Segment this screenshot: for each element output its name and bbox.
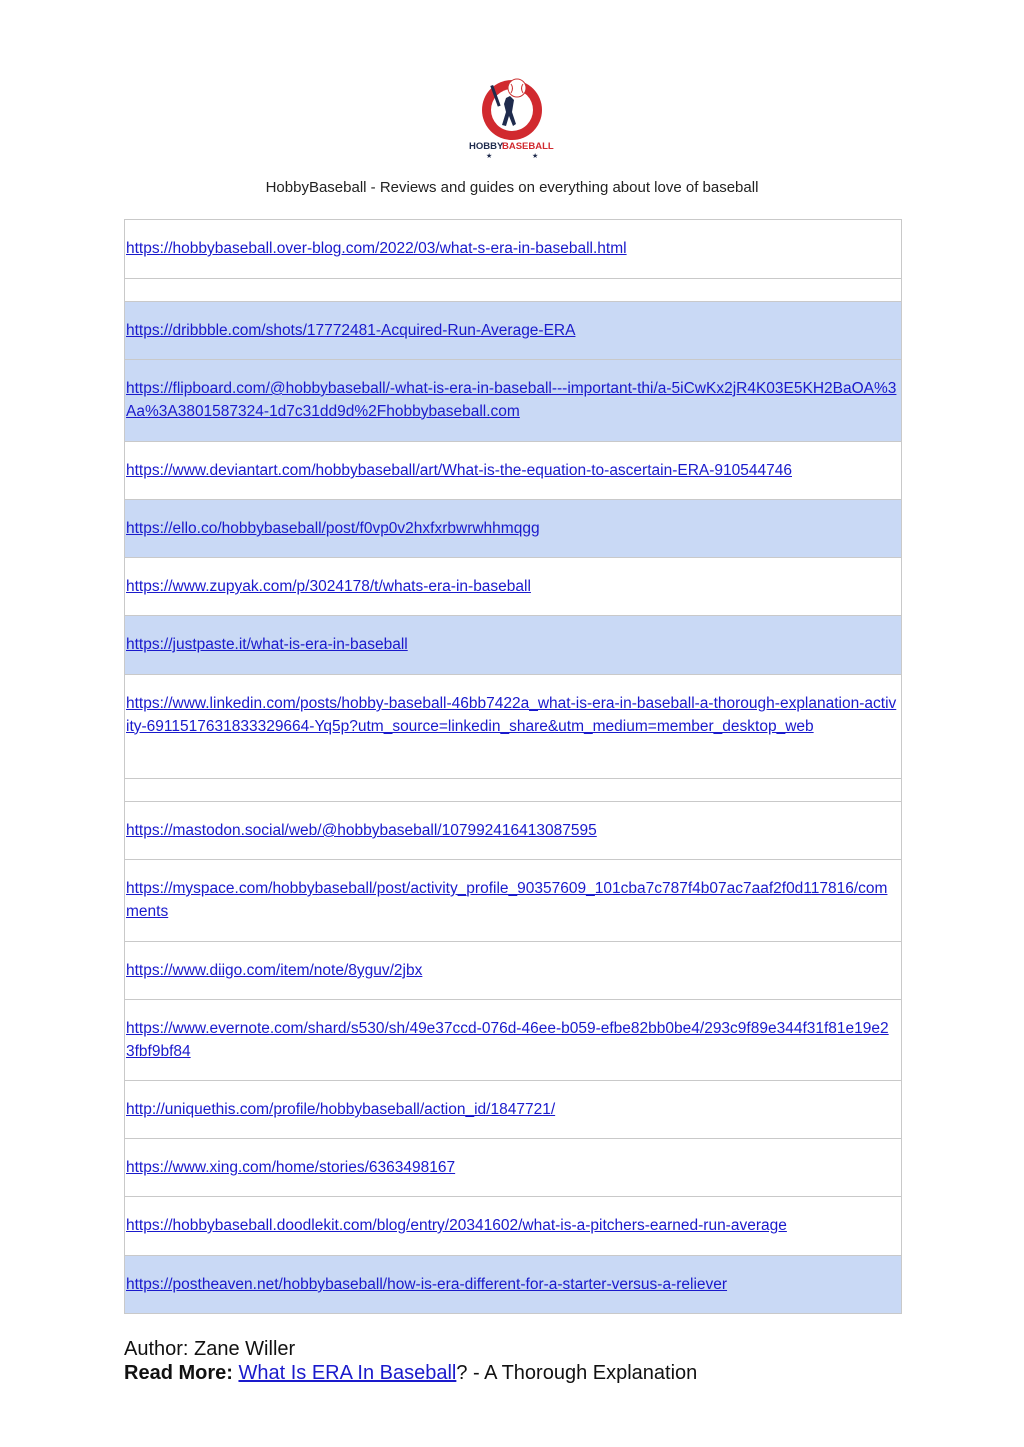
link-row [125,1139,901,1197]
logo-star-right: ★ [532,153,539,160]
logo-baseball [508,79,526,97]
link-row [125,779,901,802]
footer [124,1337,697,1385]
link-url[interactable]: https://dribbble.com/shots/17772481-Acquired-Run-Average-ERA [126,322,576,339]
link-row [125,442,901,500]
link-url[interactable]: https://www.zupyak.com/p/3024178/t/whats-era-in-baseball [126,578,531,595]
link-row [125,1197,901,1256]
link-row [125,500,901,558]
read-more-label: Read More: [124,1362,233,1384]
link-row [125,860,901,942]
logo-star-left: ★ [486,153,493,160]
link-url[interactable]: https://www.deviantart.com/hobbybaseball/art/What-is-the-equation-to-ascertain-ERA-910544746 [126,462,792,479]
read-more-link[interactable]: What Is ERA In Baseball [238,1362,457,1384]
hobbybaseball-logo [466,76,558,160]
link-url[interactable]: https://justpaste.it/what-is-era-in-baseball [126,636,408,653]
link-url[interactable]: http://uniquethis.com/profile/hobbybaseball/action_id/1847721/ [126,1101,556,1118]
link-url[interactable]: https://postheaven.net/hobbybaseball/how-is-era-different-for-a-starter-versus-a-reliever [126,1276,728,1293]
logo-text-baseball: BASEBALL [502,141,554,152]
link-url[interactable]: https://www.linkedin.com/posts/hobby-baseball-46bb7422a_what-is-era-in-baseball-a-thorough-explanation-activity-6911517631833329664-Yq5p?utm_source=linkedin_share&utm_medium=member_desktop_web [126,695,897,735]
link-row [125,1256,901,1314]
link-url[interactable]: https://ello.co/hobbybaseball/post/f0vp0v2hxfxrbwrwhhmqgg [126,520,540,537]
link-row [125,302,901,360]
link-row [125,802,901,860]
link-row [125,558,901,616]
logo-text-hobby: HOBBY [469,141,504,152]
link-url[interactable]: https://hobbybaseball.doodlekit.com/blog/entry/20341602/what-is-a-pitchers-earned-run-average [126,1217,787,1234]
link-row [125,360,901,442]
link-url[interactable]: https://myspace.com/hobbybaseball/post/activity_profile_90357609_101cba7c787f4b07ac7aaf2f0d117816/comments [126,880,888,920]
link-row [125,220,901,279]
link-url[interactable]: https://hobbybaseball.over-blog.com/2022/03/what-s-era-in-baseball.html [126,240,627,257]
link-row [125,1000,901,1081]
link-row [125,1081,901,1139]
read-more-suffix: ? - A Thorough Explanation [456,1362,698,1384]
links-table [124,219,902,1314]
link-url[interactable]: https://www.xing.com/home/stories/6363498167 [126,1159,456,1176]
link-row [125,675,901,779]
read-more-line [124,1361,697,1385]
link-row [125,616,901,675]
link-row [125,279,901,302]
link-url[interactable]: https://www.evernote.com/shard/s530/sh/49e37ccd-076d-46ee-b059-efbe82bb0be4/293c9f89e344f31f81e19e23fbf9bf84 [126,1020,889,1060]
author-line: Author: Zane Willer [124,1338,296,1360]
link-url[interactable]: https://flipboard.com/@hobbybaseball/-what-is-era-in-baseball---important-thi/a-5iCwKx2jR4K03E5KH2BaOA%3Aa%3A3801587324-1d7c31dd9d%2Fhobbybaseball.com [126,380,897,420]
link-url[interactable]: https://www.diigo.com/item/note/8yguv/2jbx [126,962,423,979]
link-row [125,942,901,1000]
page-subtitle: HobbyBaseball - Reviews and guides on everything about love of baseball [265,179,759,196]
link-url[interactable]: https://mastodon.social/web/@hobbybaseball/107992416413087595 [126,822,597,839]
